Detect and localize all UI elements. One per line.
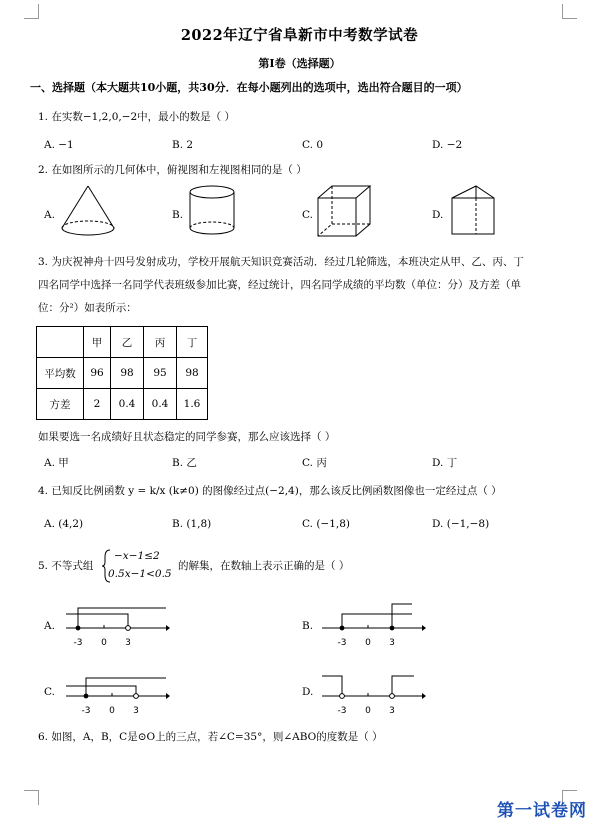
table-cell: 96 xyxy=(84,358,111,389)
tick-label: 3 xyxy=(133,706,139,716)
tick-label: -3 xyxy=(81,706,91,716)
tick-label: 0 xyxy=(365,706,371,716)
q3-stem-line1: 3. 为庆祝神舟十四号发射成功，学校开展航天知识竞赛活动．经过几轮筛选，本班决定从甲、乙、丙、丁 xyxy=(38,256,524,268)
q5-option-a[interactable]: A. xyxy=(44,620,55,632)
q2-option-b[interactable]: B. xyxy=(172,209,184,221)
q3-option-b[interactable]: B. 乙 xyxy=(172,457,197,469)
q5-inequality-1: −x−1≤2 xyxy=(114,550,160,562)
q4-stem: 4. 已知反比例函数 y = k/x (k≠0) 的图像经过点(−2,4)，那么该反比例函数图像也一定经过点（ ） xyxy=(38,485,502,497)
number-line-a xyxy=(66,600,170,650)
q5-option-c[interactable]: C. xyxy=(44,686,55,698)
table-row xyxy=(37,389,208,420)
q1-stem: 1. 在实数−1,2,0,−2中，最小的数是（ ） xyxy=(38,111,236,123)
q1-option-d[interactable]: D. −2 xyxy=(432,139,463,151)
part-heading: 第Ⅰ卷（选择题） xyxy=(258,57,341,70)
table-cell: 98 xyxy=(177,358,208,389)
corner-mark-top-right xyxy=(562,4,577,19)
number-line-d xyxy=(322,668,426,718)
q5-stem-suffix: 的解集，在数轴上表示正确的是（ ） xyxy=(178,560,350,572)
q4-option-b[interactable]: B. (1,8) xyxy=(172,518,212,530)
q1-option-c[interactable]: C. 0 xyxy=(302,139,324,151)
corner-mark-bottom-left xyxy=(24,790,39,805)
score-table xyxy=(36,326,208,420)
cube-figure xyxy=(316,184,372,240)
table-cell: 98 xyxy=(111,358,144,389)
q3-option-a[interactable]: A. 甲 xyxy=(44,457,69,469)
table-row xyxy=(37,358,208,389)
tick-label: 3 xyxy=(389,706,395,716)
tick-label: 0 xyxy=(109,706,115,716)
q2-option-c[interactable]: C. xyxy=(302,209,313,221)
q5-stem-prefix: 5. 不等式组 xyxy=(38,560,94,572)
table-cell: 1.6 xyxy=(177,389,208,420)
prism-figure xyxy=(448,184,498,240)
tick-label: -3 xyxy=(337,706,347,716)
table-cell: 甲 xyxy=(84,327,111,358)
tick-label: 3 xyxy=(389,638,395,648)
table-cell xyxy=(37,327,84,358)
cylinder-figure xyxy=(186,184,238,240)
table-cell: 0.4 xyxy=(111,389,144,420)
table-cell: 方差 xyxy=(37,389,84,420)
q5-inequality-2: 0.5x−1<0.5 xyxy=(108,568,172,580)
table-cell: 0.4 xyxy=(144,389,177,420)
q4-option-d[interactable]: D. (−1,−8) xyxy=(432,518,490,530)
number-line-c xyxy=(66,668,170,718)
q3-stem-line3: 位：分²）如表所示： xyxy=(38,302,137,314)
table-cell: 平均数 xyxy=(37,358,84,389)
table-header-row xyxy=(37,327,208,358)
tick-label: -3 xyxy=(337,638,347,648)
q3-option-d[interactable]: D. 丁 xyxy=(432,457,458,469)
q3-stem-line2: 四名同学中选择一名同学代表班级参加比赛，经过统计，四名同学成绩的平均数（单位：分）及方差（单 xyxy=(38,279,521,291)
q5-option-b[interactable]: B. xyxy=(302,620,314,632)
tick-label: 0 xyxy=(101,638,107,648)
table-cell: 2 xyxy=(84,389,111,420)
number-line-b xyxy=(322,600,426,650)
q4-option-a[interactable]: A. (4,2) xyxy=(44,518,84,530)
q3-option-c[interactable]: C. 丙 xyxy=(302,457,327,469)
section-heading: 一、选择题（本大题共10小题，共30分．在每小题列出的选项中，选出符合题目的一项） xyxy=(30,81,468,94)
tick-label: 0 xyxy=(365,638,371,648)
q4-option-c[interactable]: C. (−1,8) xyxy=(302,518,351,530)
tick-label: -3 xyxy=(73,638,83,648)
q6-stem: 6. 如图，A，B，C是⊙O上的三点，若∠C=35°，则∠ABO的度数是（ ） xyxy=(38,731,383,743)
exam-title: 2022年辽宁省阜新市中考数学试卷 xyxy=(180,27,419,44)
q3-stem-line4: 如果要选一名成绩好且状态稳定的同学参赛，那么应该选择（ ） xyxy=(38,431,336,443)
table-cell: 95 xyxy=(144,358,177,389)
q2-stem: 2. 在如图所示的几何体中，俯视图和左视图相同的是（ ） xyxy=(38,164,307,176)
q2-option-a[interactable]: A. xyxy=(44,209,55,221)
table-cell: 乙 xyxy=(111,327,144,358)
corner-mark-top-left xyxy=(24,4,39,19)
q2-option-d[interactable]: D. xyxy=(432,209,444,221)
table-cell: 丁 xyxy=(177,327,208,358)
cone-figure xyxy=(58,184,118,240)
q1-option-a[interactable]: A. −1 xyxy=(44,139,74,151)
q1-option-b[interactable]: B. 2 xyxy=(172,139,194,151)
tick-label: 3 xyxy=(125,638,131,648)
table-cell: 丙 xyxy=(144,327,177,358)
q5-option-d[interactable]: D. xyxy=(302,686,314,698)
site-watermark: 第一试卷网 xyxy=(497,801,587,821)
